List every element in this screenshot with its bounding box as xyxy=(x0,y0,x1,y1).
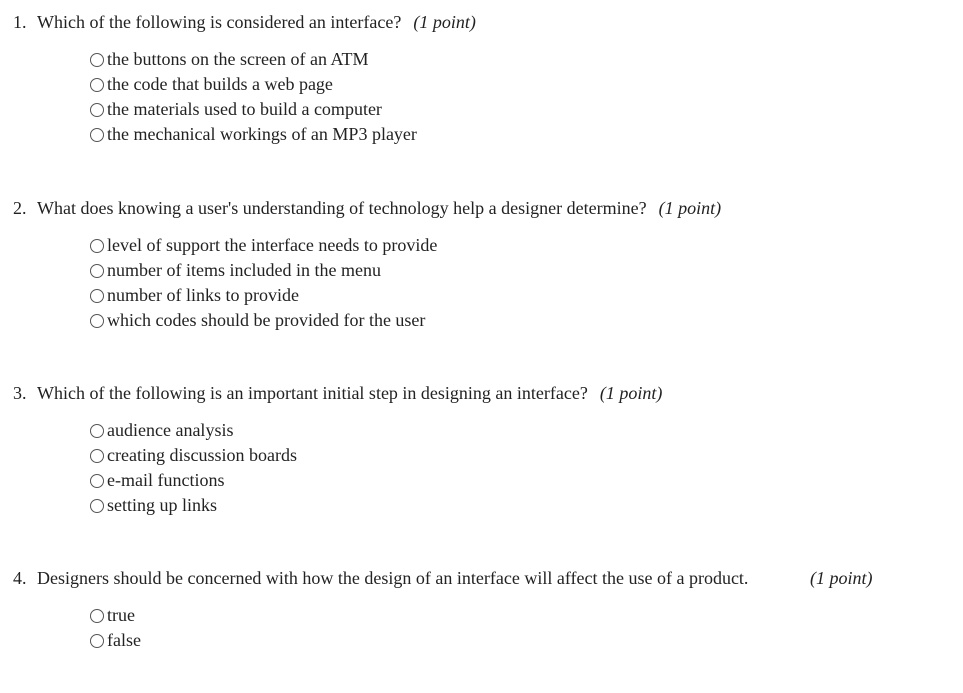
answer-option-label: number of links to provide xyxy=(107,285,299,305)
question-number: 4. xyxy=(13,568,27,588)
answer-option-label: the materials used to build a computer xyxy=(107,99,382,119)
question-3 xyxy=(13,381,953,518)
question-header xyxy=(13,381,953,405)
question-text: Which of the following is an important initial step in designing an interface? xyxy=(37,383,588,403)
answer-option-label: level of support the interface needs to provide xyxy=(107,235,438,255)
question-number: 2. xyxy=(13,198,27,218)
radio-button[interactable] xyxy=(90,78,104,92)
answer-option-label: e-mail functions xyxy=(107,470,225,490)
answer-option[interactable] xyxy=(90,308,953,333)
radio-button[interactable] xyxy=(90,609,104,623)
radio-button[interactable] xyxy=(90,128,104,142)
radio-button[interactable] xyxy=(90,289,104,303)
answer-option-label: audience analysis xyxy=(107,420,234,440)
answer-options xyxy=(90,418,953,518)
radio-button[interactable] xyxy=(90,264,104,278)
radio-button[interactable] xyxy=(90,53,104,67)
question-text: Designers should be concerned with how the design of an interface will affect the use of a product. xyxy=(37,568,749,588)
question-4 xyxy=(13,566,953,653)
answer-option-label: the code that builds a web page xyxy=(107,74,333,94)
question-points: (1 point) xyxy=(658,198,722,218)
answer-option-label: number of items included in the menu xyxy=(107,260,381,280)
question-points: (1 point) xyxy=(810,568,873,588)
answer-option[interactable] xyxy=(90,258,953,283)
answer-option-label: creating discussion boards xyxy=(107,445,297,465)
radio-button[interactable] xyxy=(90,499,104,513)
answer-option-label: which codes should be provided for the user xyxy=(107,310,426,330)
answer-options xyxy=(90,603,953,653)
question-text: What does knowing a user's understanding of technology help a designer determine? xyxy=(37,198,647,218)
question-number: 1. xyxy=(13,12,27,32)
answer-option[interactable] xyxy=(90,47,953,72)
answer-option-label: the mechanical workings of an MP3 player xyxy=(107,124,417,144)
answer-option[interactable] xyxy=(90,628,953,653)
answer-option[interactable] xyxy=(90,72,953,97)
answer-option[interactable] xyxy=(90,468,953,493)
question-1 xyxy=(13,10,953,147)
answer-option-label: the buttons on the screen of an ATM xyxy=(107,49,369,69)
answer-options xyxy=(90,233,953,333)
radio-button[interactable] xyxy=(90,474,104,488)
answer-option[interactable] xyxy=(90,418,953,443)
radio-button[interactable] xyxy=(90,424,104,438)
radio-button[interactable] xyxy=(90,239,104,253)
answer-option[interactable] xyxy=(90,493,953,518)
question-points: (1 point) xyxy=(599,383,663,403)
answer-option-label: true xyxy=(107,605,135,625)
answer-option-label: setting up links xyxy=(107,495,218,515)
answer-option-label: false xyxy=(107,630,141,650)
question-header xyxy=(13,566,953,590)
radio-button[interactable] xyxy=(90,634,104,648)
question-2 xyxy=(13,196,953,333)
question-number: 3. xyxy=(13,383,27,403)
answer-option[interactable] xyxy=(90,233,953,258)
radio-button[interactable] xyxy=(90,103,104,117)
radio-button[interactable] xyxy=(90,314,104,328)
radio-button[interactable] xyxy=(90,449,104,463)
question-header xyxy=(13,196,953,220)
answer-option[interactable] xyxy=(90,122,953,147)
answer-options xyxy=(90,47,953,147)
answer-option[interactable] xyxy=(90,97,953,122)
answer-option[interactable] xyxy=(90,443,953,468)
answer-option[interactable] xyxy=(90,603,953,628)
answer-option[interactable] xyxy=(90,283,953,308)
question-text: Which of the following is considered an interface? xyxy=(37,12,402,32)
question-points: (1 point) xyxy=(413,12,476,32)
question-header xyxy=(13,10,953,34)
